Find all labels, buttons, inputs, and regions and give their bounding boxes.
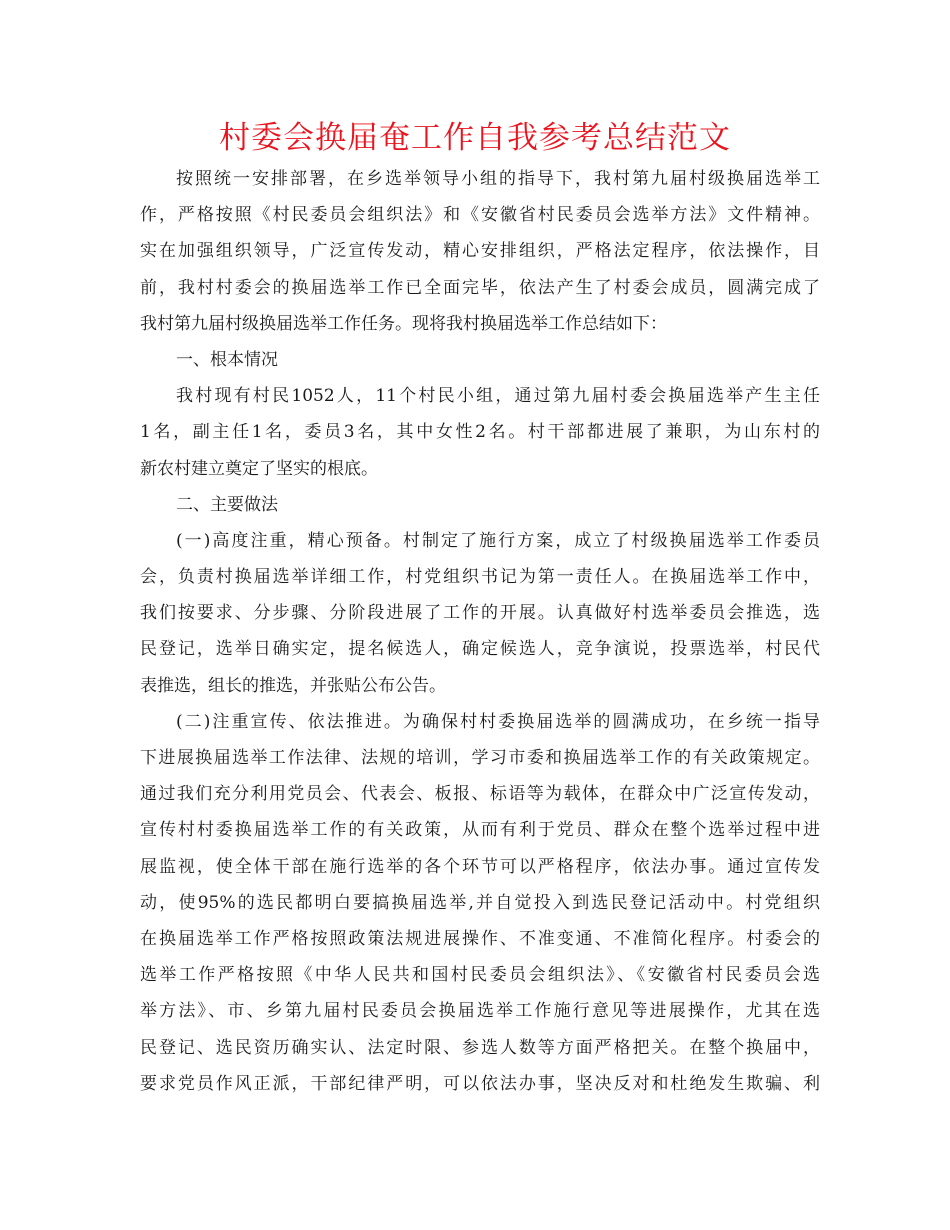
text-line: 实在加强组织领导，广泛宣传发动，精心安排组织，严格法定程序，依法操作，目 xyxy=(140,241,820,262)
text-line: 展监视，使全体干部在施行选举的各个环节可以严格程序，依法办事。通过宣传发 xyxy=(140,856,820,877)
text-line: 民登记、选民资历确实认、法定时限、参选人数等方面严格把关。在整个换届中， xyxy=(140,1037,820,1058)
text-line: 举方法》、市、乡第九届村民委员会换届选举工作施行意见等进展操作，尤其在选 xyxy=(140,1001,820,1022)
text-line: 我们按要求、分步骤、分阶段进展了工作的开展。认真做好村选举委员会推选，选 xyxy=(140,603,820,624)
text-line: 在换届选举工作严格按照政策法规进展操作、不准变通、不准简化程序。村委会的 xyxy=(140,928,820,949)
text-line: 我村现有村民1052人，11个村民小组，通过第九届村委会换届选举产生主任 xyxy=(176,386,820,407)
text-line: 前，我村村委会的换届选举工作已全面完毕，依法产生了村委会成员，圆满完成了 xyxy=(140,277,820,298)
text-line: 表推选，组长的推选，并张贴公布公告。 xyxy=(140,675,446,696)
text-line: 作，严格按照《村民委员会组织法》和《安徽省村民委员会选举方法》文件精神。 xyxy=(140,205,820,226)
text-line: 动，使95%的选民都明白要搞换届选举,并自觉投入到选民登记活动中。村党组织 xyxy=(140,892,820,913)
text-line: 民登记，选举日确实定，提名候选人，确定候选人，竞争演说，投票选举，村民代 xyxy=(140,639,820,660)
text-line: (一)高度注重，精心预备。村制定了施行方案，成立了村级换届选举工作委员 xyxy=(176,530,820,551)
text-line: 1名，副主任1名，委员3名，其中女性2名。村干部都进展了兼职，为山东村的 xyxy=(140,422,820,443)
text-line: 二、主要做法 xyxy=(176,494,278,515)
text-line: 我村第九届村级换届选举工作任务。现将我村换届选举工作总结如下： xyxy=(140,313,667,334)
text-line: 宣传村村委换届选举工作的有关政策，从而有利于党员、群众在整个选举过程中进 xyxy=(140,820,820,841)
text-line: 按照统一安排部署，在乡选举领导小组的指导下，我村第九届村级换届选举工 xyxy=(176,169,820,189)
document-title: 村委会换届奄工作自我参考总结范文 xyxy=(219,120,731,156)
text-line: 选举工作严格按照《中华人民共和国村民委员会组织法》、《安徽省村民委员会选 xyxy=(140,965,820,986)
text-line: 新农村建立奠定了坚实的根底。 xyxy=(140,458,378,479)
text-line: 会，负责村换届选举详细工作，村党组织书记为第一责任人。在换届选举工作中， xyxy=(140,567,820,588)
text-line: 下进展换届选举工作法律、法规的培训，学习市委和换届选举工作的有关政策规定。 xyxy=(140,748,820,768)
text-line: 一、根本情况 xyxy=(176,349,278,370)
text-line: 通过我们充分利用党员会、代表会、板报、标语等为载体，在群众中广泛宣传发动， xyxy=(140,784,820,805)
text-line: 要求党员作风正派，干部纪律严明，可以依法办事，坚决反对和杜绝发生欺骗、利 xyxy=(140,1073,820,1094)
document-body xyxy=(140,161,820,1102)
text-line: (二)注重宣传、依法推进。为确保村村委换届选举的圆满成功，在乡统一指导 xyxy=(176,711,820,732)
